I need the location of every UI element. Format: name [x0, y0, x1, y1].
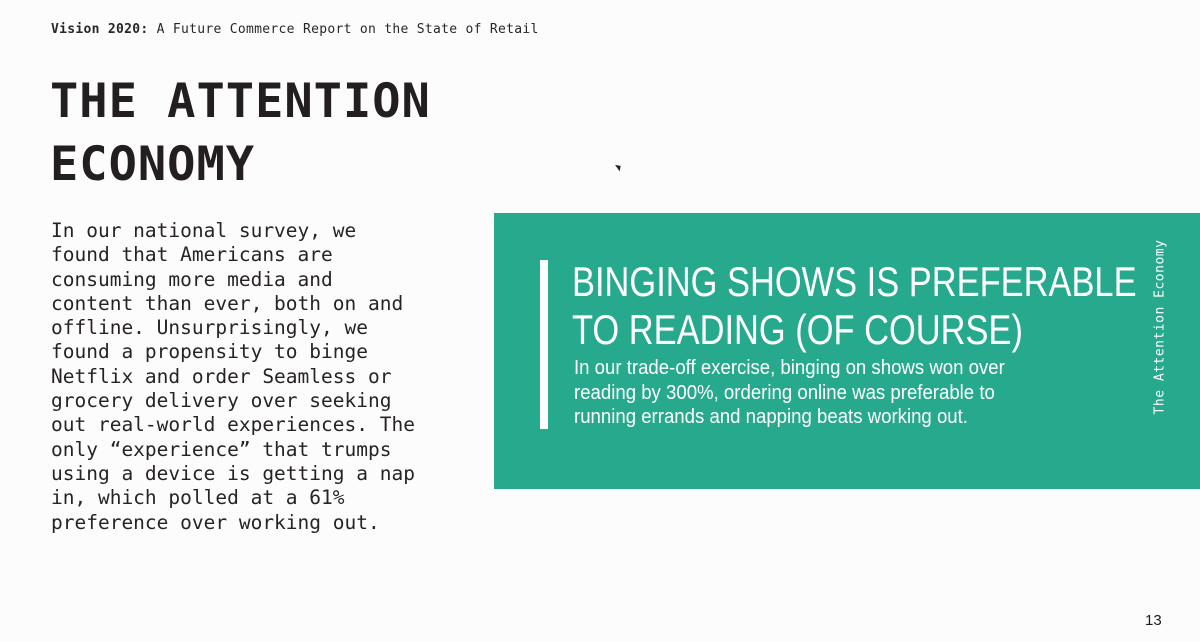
callout-heading-line: TO READING (OF COURSE) — [572, 306, 1023, 353]
page-title — [50, 70, 431, 196]
body-line: found a propensity to binge — [51, 340, 368, 364]
callout-box — [494, 213, 1200, 489]
body-line: out real-world experiences. The — [51, 413, 415, 437]
callout-accent-bar — [540, 260, 548, 429]
mouse-pointer-icon — [615, 163, 623, 172]
body-line: only “experience” that trumps — [51, 437, 392, 461]
body-line: content than ever, both on and — [51, 291, 404, 315]
callout-text — [574, 356, 1005, 430]
body-line: In our national survey, we — [51, 219, 357, 242]
page-number: 13 — [1145, 612, 1162, 629]
body-line: in, which polled at a 61% — [51, 486, 345, 510]
body-line: using a device is getting a nap — [51, 461, 415, 485]
page-title-line: THE ATTENTION — [50, 74, 431, 129]
page-title-line: ECONOMY — [50, 137, 256, 192]
header-report-name: Vision 2020: — [51, 22, 149, 37]
body-line: offline. Unsurprisingly, we — [51, 316, 368, 340]
callout-text-line: In our trade-off exercise, binging on shows won over — [574, 357, 1005, 379]
body-line: consuming more media and — [51, 267, 333, 291]
callout-text-line: reading by 300%, ordering online was preferable to — [574, 381, 995, 404]
body-line: found that Americans are — [51, 243, 333, 267]
callout-text-line: running errands and napping beats working out. — [574, 406, 968, 428]
body-line: Netflix and order Seamless or — [51, 364, 392, 388]
callout-heading-line: BINGING SHOWS IS PREFERABLE — [572, 258, 1137, 305]
header-report-subtitle: A Future Commerce Report on the State of Retail — [148, 22, 539, 37]
report-header — [51, 22, 539, 37]
body-line: preference over working out. — [51, 510, 380, 534]
body-paragraph — [51, 219, 451, 535]
callout-heading — [572, 258, 1137, 354]
section-side-label: The Attention Economy — [1152, 239, 1168, 415]
body-line: grocery delivery over seeking — [51, 389, 392, 413]
